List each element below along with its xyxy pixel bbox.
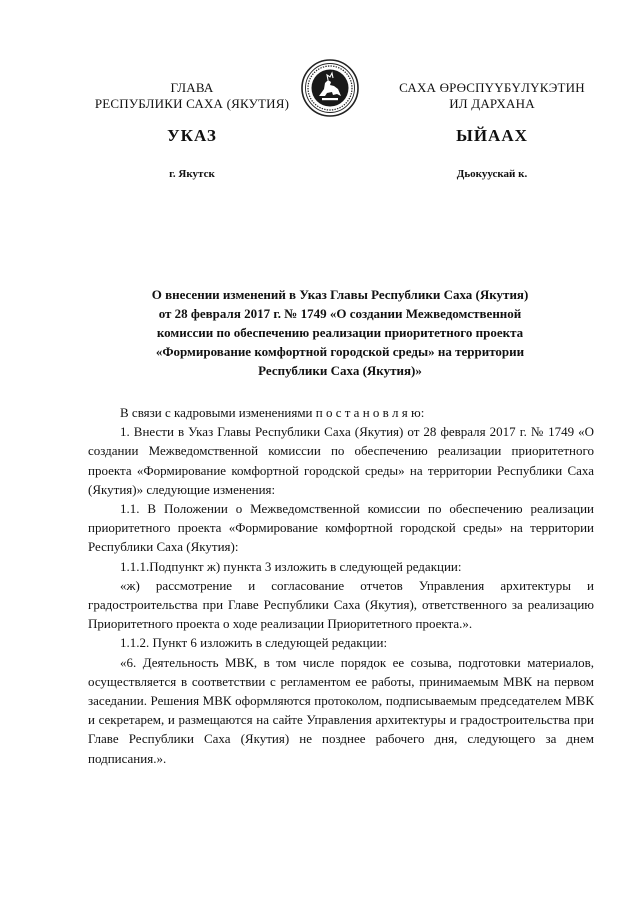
coat-of-arms-emblem [300, 58, 360, 118]
header-left-line2: РЕСПУБЛИКИ САХА (ЯКУТИЯ) [94, 96, 290, 111]
title-line: О внесении изменений в Указ Главы Республики Саха (Якутия) [151, 287, 529, 302]
doc-type-right: ЫЙААХ [456, 126, 528, 145]
paragraph-1-1: 1.1. В Положении о Межведомственной комиссии по обеспечению реализации приоритетного проекта «Формирование комфортной городской среды» на территории Республики Саха (Якутия): [88, 501, 594, 555]
header-right-line2: ИЛ ДАРХАНА [449, 96, 535, 111]
city-right: Дьокуускай к. [456, 168, 528, 180]
document-title [100, 285, 580, 380]
city-left: г. Якутск [169, 168, 215, 180]
preamble-paragraph: В связи с кадровыми изменениями п о с т а н о в л я ю: [120, 405, 425, 420]
header-right-line1: САХА ӨРӨСПҮҮБҮЛҮКЭТИН [399, 80, 585, 95]
header-left [72, 80, 312, 112]
header-right [372, 80, 612, 112]
title-line: от 28 февраля 2017 г. № 1749 «О создании Межведомственной [158, 306, 522, 321]
paragraph-1-1-2: 1.1.2. Пункт 6 изложить в следующей редакции: [120, 635, 388, 651]
title-line: комиссии по обеспечению реализации приоритетного проекта [156, 325, 524, 340]
paragraph-1: 1. Внести в Указ Главы Республики Саха (Якутия) от 28 февраля 2017 г. № 1749 «О создании Межведомственной комиссии по обеспечению реализации приоритетного проекта «Формирование комфортной городской среды» на территории Республики Саха (Якутия)» следующие изменения: [88, 424, 594, 497]
paragraph-1-1-1: 1.1.1.Подпункт ж) пункта 3 изложить в следующей редакции: [120, 558, 462, 574]
title-line: Республики Саха (Якутия)» [258, 363, 422, 378]
doc-type-left: УКАЗ [167, 126, 217, 145]
document-body [88, 403, 594, 768]
quote-paragraph-zh: «ж) рассмотрение и согласование отчетов Управления архитектуры и градостроительства при Главе Республики Саха (Якутия), ответственного за реализацию Приоритетного проекта о ходе реализации Приоритетного проекта.». [88, 577, 594, 632]
header-left-line1: ГЛАВА [170, 80, 214, 95]
title-line: «Формирование комфортной городской среды» на территории [155, 344, 525, 359]
quote-paragraph-6: «6. Деятельность МВК, в том числе порядок ее созыва, подготовки материалов, осуществляется в соответствии с регламентом ее работы, принимаемым МВК на первом заседании. Решения МВК оформляются протоколом, подписываемым председателем МВК и секретарем, и размещаются на сайте Управления архитектуры и градостроительства при Главе Республики Саха (Якутия) не позднее рабочего дня, следующего за днем подписания.». [88, 654, 594, 766]
